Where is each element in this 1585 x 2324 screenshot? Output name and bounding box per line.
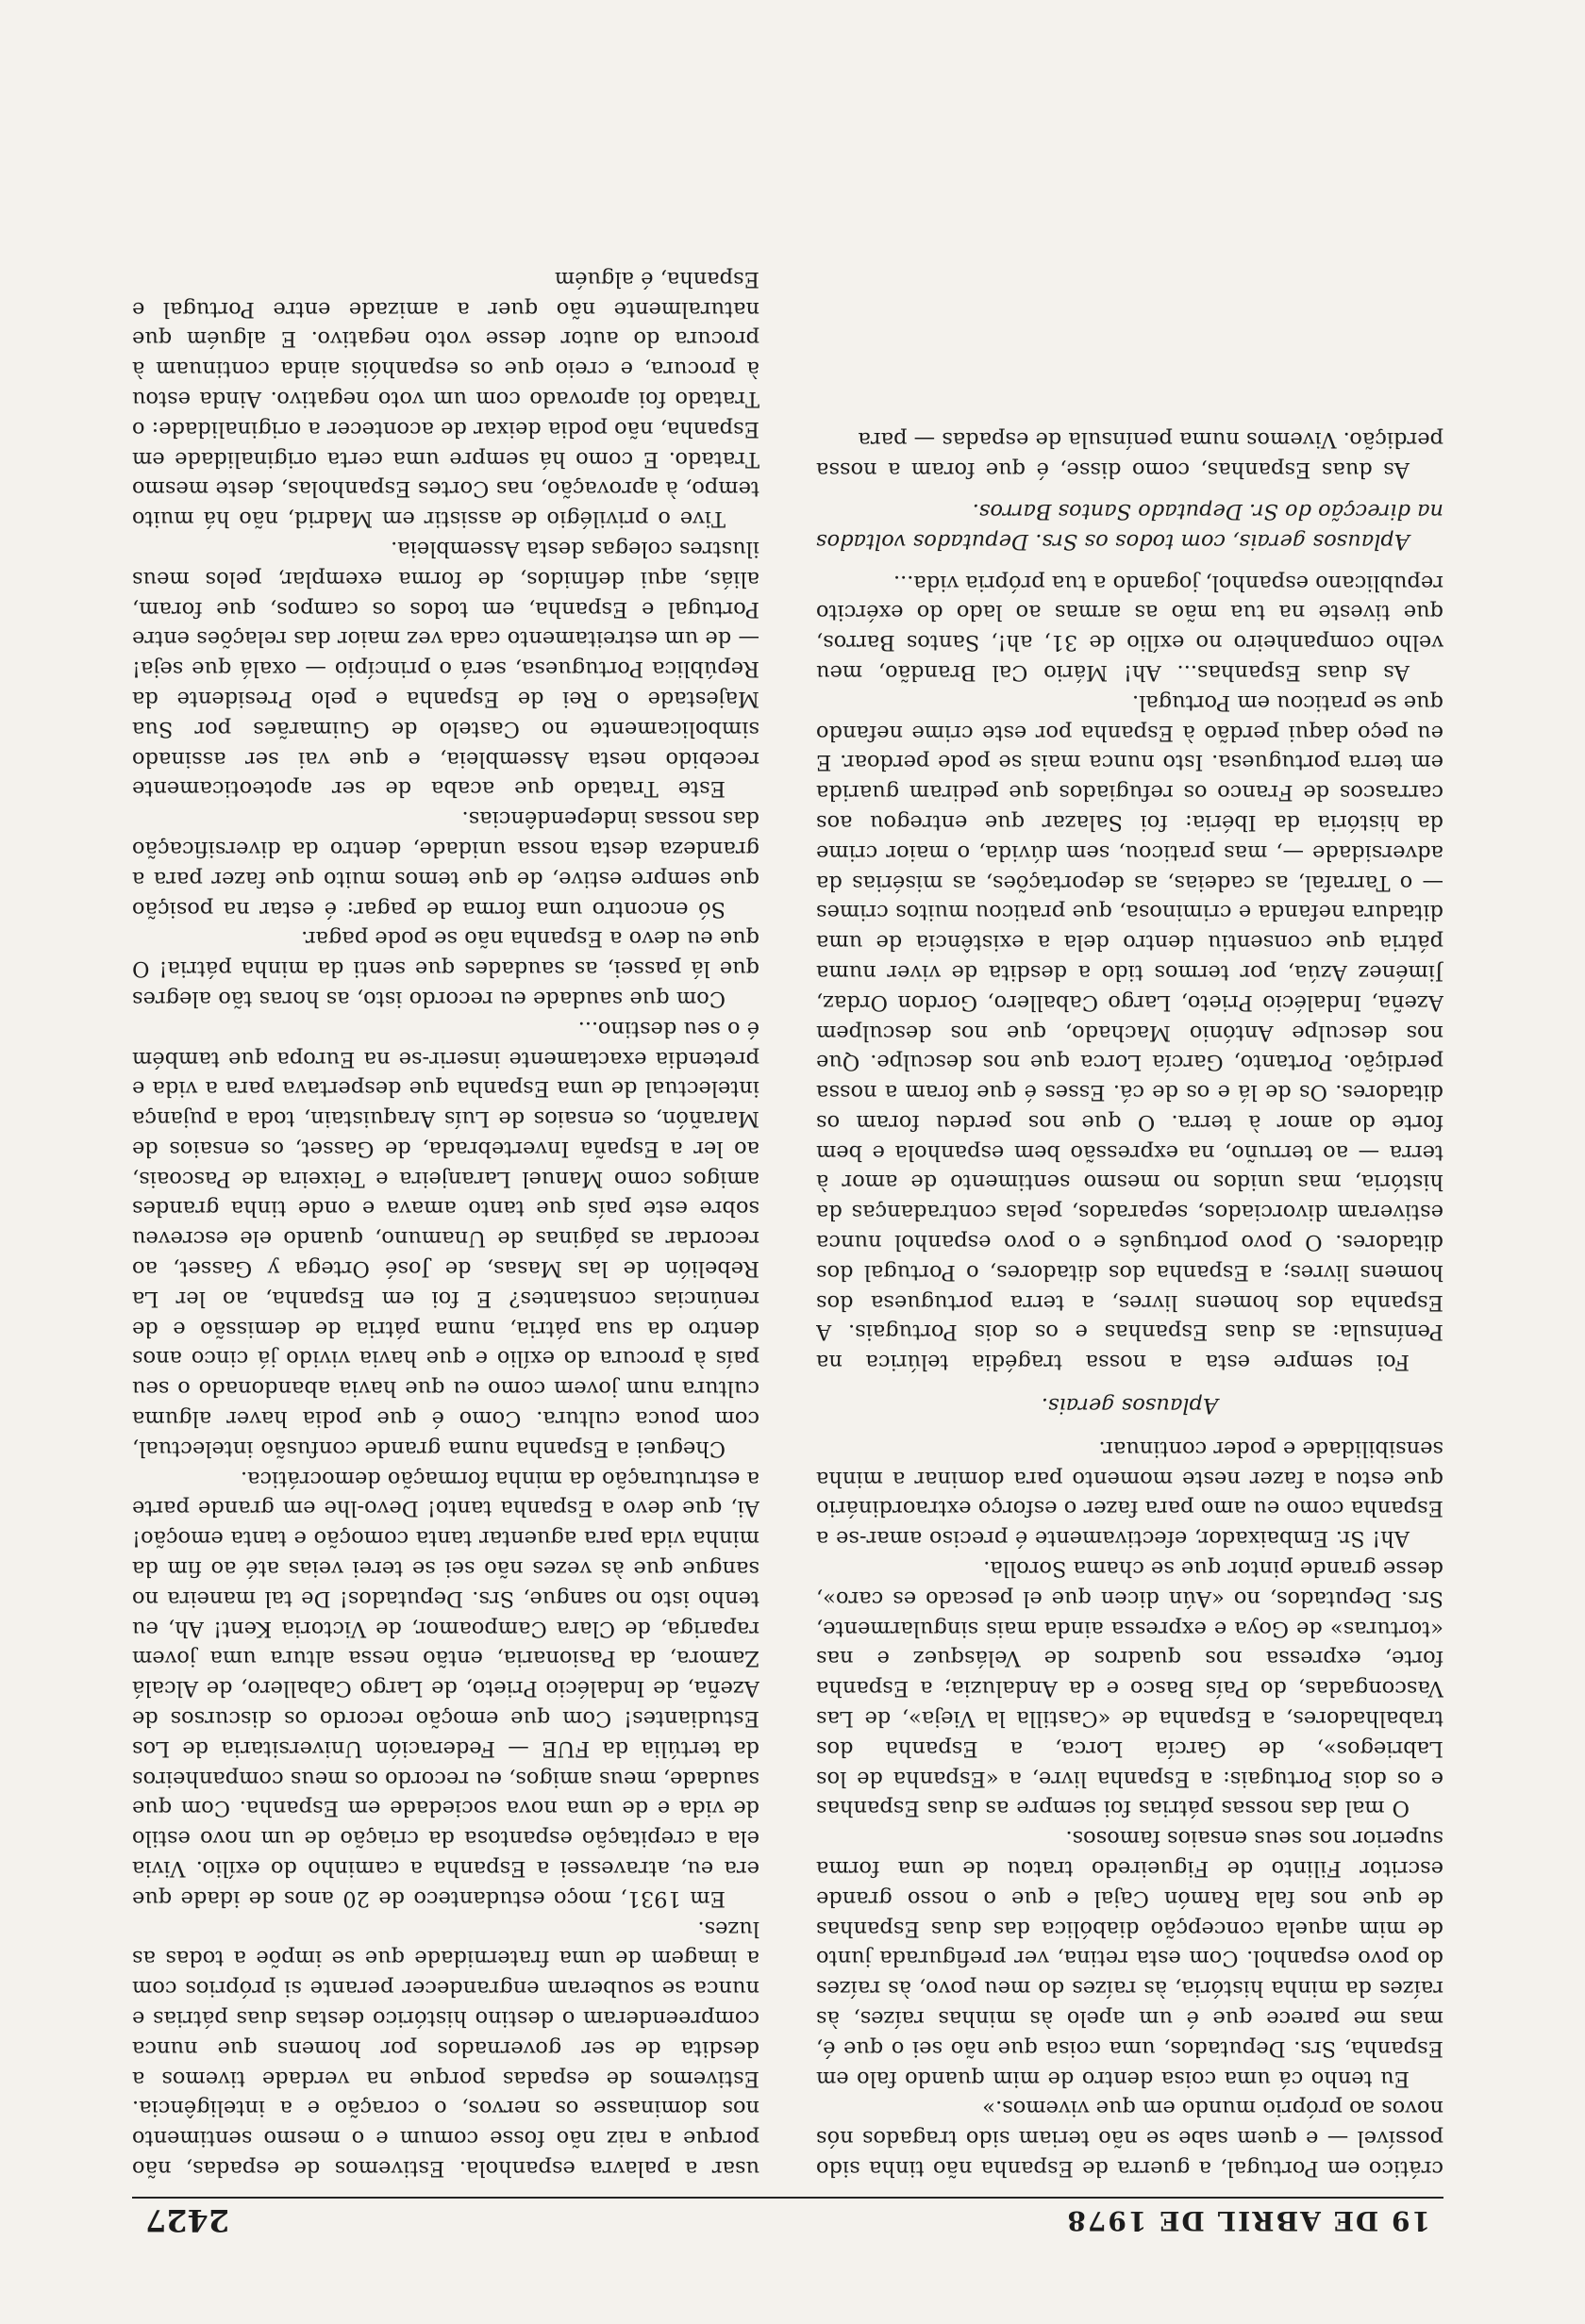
- page-header: [132, 2197, 1443, 2240]
- paragraph: Só encontro uma forma de pagar: é estar na posição que sempre estive, de que temos muito que fazer para a grandeza desta nossa unidade, dentro da diversificação das nossas independências.: [132, 806, 759, 921]
- paragraph: Ah! Sr. Embaixador, efectivamente é preciso amar-se a Espanha como eu amo para fazer o esforço extraordinário que estou a fazer neste momento para dominar a minha sensibilidade e poder continuar.: [816, 1436, 1443, 1552]
- paragraph: crático em Portugal, a guerra de Espanha não tinha sido possível — e quem sabe se não teriam sido tragados nós novos ao próprio mundo em que vivemos.»: [816, 2096, 1443, 2181]
- paragraph: Tive o privilégio de assistir em Madrid, não há muito tempo, à aprovação, nas Cortes Espanholas, deste mesmo Tratado. E como há sempre uma certa originalidade em Espanha, não podia deixar de acontecer a originalidade: o Tratado foi aprovado com um voto negativo. Ainda estou à procura, e creio que os espanhóis ainda continuam à procura do autor desse voto negativo. E alguém que naturalmente não quer a amizade entre Portugal e Espanha, é alguém: [132, 266, 759, 532]
- paragraph: Foi sempre esta a nossa tragédia telúrica na Península: as duas Espanhas e os dois Portugais. A Espanha dos homens livres, a terra portuguesa dos homens livres; a Espanha dos ditadores, o Portugal dos ditadores. O povo português e o povo espanhol nunca estiveram divorciados, separados, pelas contradanças da história, mas unidos no mesmo sentimento de amor à terra — ao terruño, na expressão bem espanhola e bem forte do amor à terra. O que nos perdeu foram os ditadores. Os de lá e os de cá. Esses é que foram a nossa perdição. Portanto, García Lorca que nos desculpe. Que nos desculpe António Machado, que nos desculpem Azeña, Indalécio Prieto, Largo Caballero, Gordon Ordaz, Jiménez Azúa, por termos tido a desdita de viver numa pátria que consentiu dentro dela a existência de uma ditadura nefanda e criminosa, que praticou muitos crimes — o Tarrafal, as cadeias, as deportações, as misérias da adversidade —, mas praticou, sem dúvida, o maior crime da história da Ibéria: foi Salazar que entregou aos carrascos de Franco os refugiados que pediram guarida em terra portuguesa. Isto nunca mais se pode perdoar. E eu peço daqui perdão à Espanha por este crime nefando que se praticou em Portugal.: [816, 689, 1443, 1375]
- left-column: [816, 89, 1443, 2183]
- applause-note: Aplausos gerais, com todos os Srs. Deputados voltados na direcção do Sr. Deputado Santos Barros.: [816, 498, 1443, 554]
- paragraph: Cheguei a Espanha numa grande confusão intelectual, com pouca cultura. Como é que podia haver alguma cultura num jovem como eu que havia abandonado o seu país à procura do exílio e que havia vivido já cinco anos dentro da sua pátria, numa pátria de demissão e de renúncias constantes? E foi em Espanha, ao ler La Rebelión de las Masas, de José Ortega y Gasset, ao recordar as páginas de Unamuno, quando ele escreveu sobre este país que tanto amava e onde tinha grandes amigos como Manuel Laranjeira e Teixeira de Pascoais, ao ler a España Invertebrada, de Gasset, os ensaios de Marañón, os ensaios de Luís Araquistain, toda a pujança intelectual de uma Espanha que despertava para a vida e pretendia exactamente inserir-se na Europa que também é o seu destino...: [132, 1016, 759, 1461]
- paragraph: usar a palavra espanhola. Estivemos de espadas, não porque a raiz não fosse comum e o mesmo sentimento nos dominasse os nervos, o coração e a inteligência. Estivemos de espadas porque na verdade tivemos a desdita de ser governados por homens que nunca compreenderam o destino histórico destas duas pátrias e nunca se souberam engrandecer perante si próprios com a imagem de uma fraternidade que se impõe a todas as luzes.: [132, 1916, 759, 2181]
- right-column: [132, 89, 759, 2183]
- paragraph: Com que saudade eu recordo isto, as horas tão alegres que lá passei, as saudades que senti da minha pátria! O que eu devo a Espanha não se pode pagar.: [132, 926, 759, 1011]
- paragraph: Eu tenho cá uma coisa dentro de mim quando falo em Espanha, Srs. Deputados, uma coisa que não sei o que é, mas me parece que é um apelo às minhas raízes, às raízes da minha história, às raízes do meu povo, às raízes do povo espanhol. Com esta retina, ver prefigurada junto de mim aquela concepção diabólica das duas Espanhas de que nos fala Ramón Cajal e que o nosso grande escritor Filinto de Figueiredo tratou de uma forma superior nos seus ensaios famosos.: [816, 1826, 1443, 2091]
- paragraph: As duas Espanhas, como disse, é que foram a nossa perdição. Vivemos numa península de espadas — para: [816, 427, 1443, 483]
- page-number: 2427: [145, 2202, 230, 2238]
- paragraph: As duas Espanhas... Ah! Mário Cal Brandão, meu velho companheiro no exílio de 31, ah!, Santos Barros, que tiveste na tua mão as armas ao lado do exército republicano espanhol, jogando a tua própria vida...: [816, 570, 1443, 685]
- paragraph: O mal das nossas pátrias foi sempre as duas Espanhas e os dois Portugais: a Espanha livre, a «Espanha de los Labriegos», de García Lorca, a Espanha dos trabalhadores, a Espanha de «Castilla la Vieja», de Las Vascongadas, do País Basco e da Andaluzia; a Espanha forte, expressa nos quadros de Velásquez e nas «torturas» de Goya e expressa ainda mais singularmente, Srs. Deputados, no «Aún dicen que el pescado es caro», desse grande pintor que se chama Sorolla.: [816, 1556, 1443, 1821]
- paragraph: Em 1931, moço estudantecо de 20 anos de idade que era eu, atravessei a Espanha a caminho do exílio. Vivia ela a crepitação espantosa da criação de um novo estilo de vida e de uma nova sociedade em Espanha. Com que saudade, meus amigos, eu recordo os meus companheiros da tertúlia da FUE — Federación Universitaria de Los Estudiantes! Com que emoção recordo os discursos de Azeña, de Indalécio Prieto, de Largo Caballero, de Alcalá Zamora, da Pasionaria, então nessa altura uma jovem rapariga, de Clara Campoamor, de Victoria Kent! Ah, eu tenho isto no sangue, Srs. Deputados! De tal maneira no sangue que às vezes não sei se terei veias até ao fim da minha vida para aguentar tanta comoção e tanta emoção! Ai, que devo a Espanha tanto! Devo-lhe em grande parte a estruturação da minha formação democrática.: [132, 1466, 759, 1911]
- paragraph: Este Tratado que acaba de ser apoteoticamente recebido nesta Assembleia, e que vai ser assinado simbolicamente no Castelo de Guimarães por Sua Majestade o Rei de Espanha e pelo Presidente da República Portuguesa, será o princípio — oxalá que seja! — de um estreitamento cada vez maior das relações entre Portugal e Espanha, em todos os campos, que foram, aliás, aqui definidos, de forma exemplar, pelos meus ilustres colegas desta Assembleia.: [132, 536, 759, 802]
- applause-note: Aplausos gerais.: [1041, 1393, 1219, 1419]
- session-date: 19 DE ABRIL DE 1978: [1065, 2205, 1430, 2236]
- header-rule: [132, 2197, 1443, 2199]
